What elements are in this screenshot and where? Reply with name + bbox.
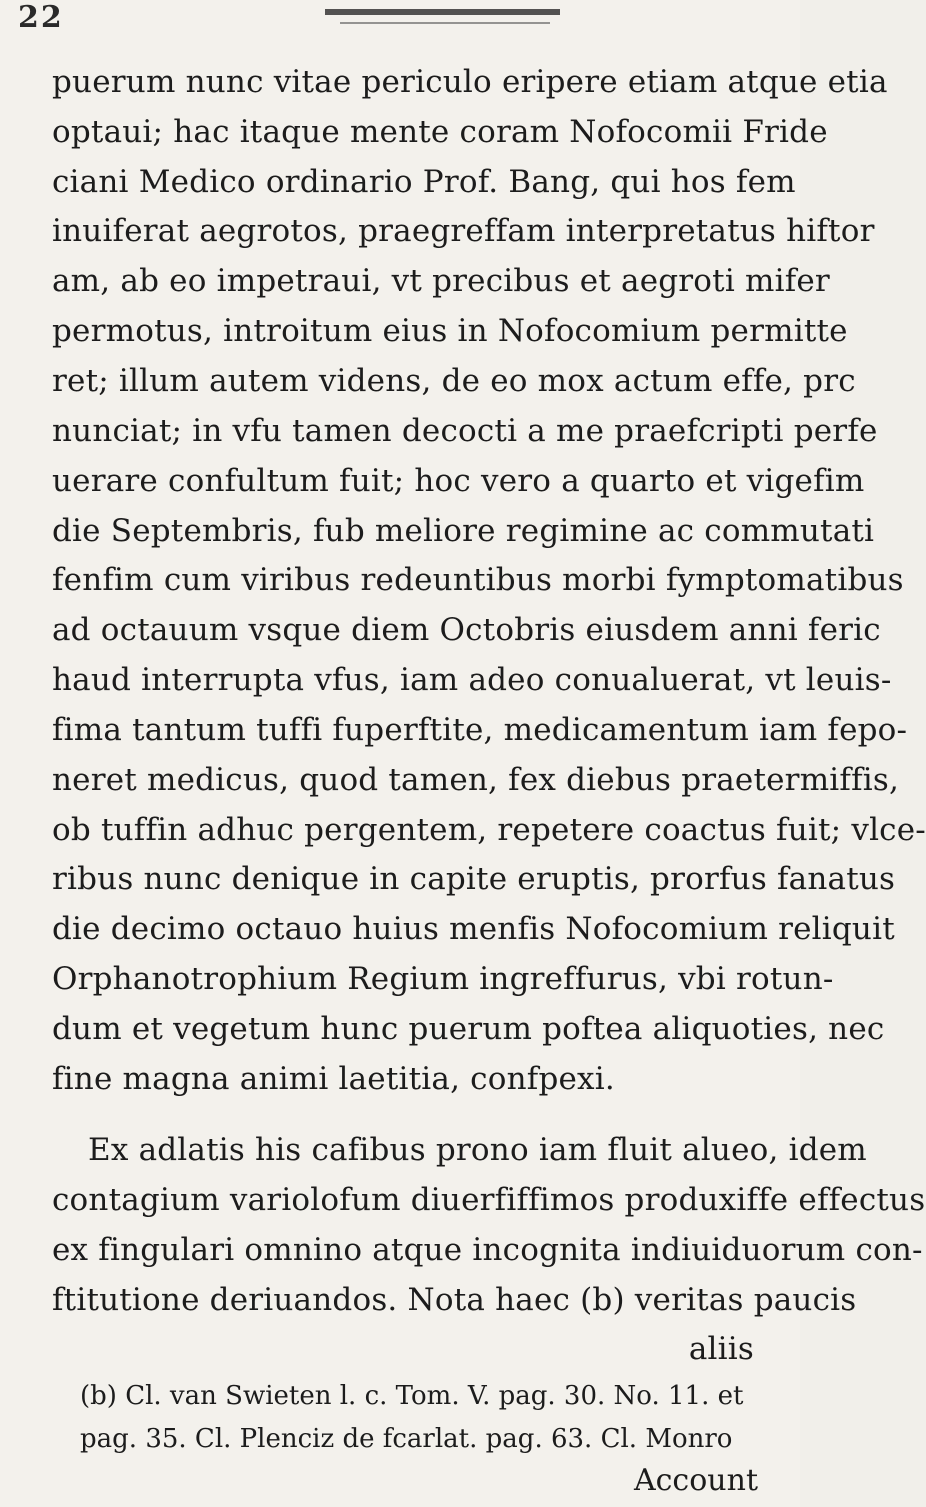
text-line: contagium variolofum diuerfiffimos produxiffe effectus: [52, 1181, 926, 1218]
text-line: fenfim cum viribus redeuntibus morbi fymptomatibus: [52, 562, 904, 599]
paragraph-2: [52, 1126, 926, 1375]
text-line: inuiferat aegrotos, praegreffam interpretatus hiftor: [52, 213, 875, 250]
text-line: haud interrupta vfus, iam adeo conualuerat, vt leuis-: [52, 662, 892, 699]
text-line: nunciat; in vfu tamen decocti a me praefcripti perfe: [52, 412, 878, 449]
text-line: optaui; hac itaque mente coram Nofocomii Fride: [52, 113, 828, 150]
catchword: Account: [633, 1463, 758, 1499]
page-number: 22: [18, 0, 64, 35]
text-line: aliis: [688, 1331, 754, 1368]
text-line: am, ab eo impetraui, vt precibus et aegroti mifer: [52, 263, 830, 300]
text-line: ftitutione deriuandos. Nota haec (b) veritas paucis: [52, 1281, 857, 1318]
text-line: die decimo octauo huius menfis Nofocomium reliquit: [52, 911, 895, 948]
text-line: fima tantum tuffi fuperftite, medicamentum iam fepo-: [52, 711, 908, 748]
footnote-line: pag. 35. Cl. Plenciz de fcarlat. pag. 63. Cl. Monro: [80, 1423, 733, 1454]
text-line: ad octauum vsque diem Octobris eiusdem anni feriс: [52, 612, 881, 649]
header-rule-thin: [340, 22, 550, 24]
header-rule: [325, 9, 560, 15]
text-line: ciani Medico ordinario Prof. Bang, qui hos fem: [52, 163, 796, 200]
text-line: neret medicus, quod tamen, fex diebus praetermiffis,: [52, 761, 900, 798]
footnote-line: (b) Cl. van Swieten l. c. Tom. V. pag. 30. No. 11. et: [80, 1381, 744, 1412]
paragraph-1: [52, 58, 926, 1105]
text-line: ob tuffin adhuc pergentem, repetere coactus fuit; vlce-: [52, 811, 926, 848]
text-line: uerare confultum fuit; hoc vero a quarto et vigefim: [52, 462, 865, 499]
text-line: die Septembris, fub meliore regimine ac commutati: [52, 512, 875, 549]
text-line: dum et vegetum hunc puerum poftea aliquoties, nec: [52, 1010, 885, 1047]
text-line: ex fingulari omnino atque incognita indiuiduorum con-: [52, 1231, 923, 1268]
text-line: puerum nunc vitae periculo eripere etiam atque etia: [52, 63, 888, 100]
text-line: Orphanotrophium Regium ingreffurus, vbi rotun-: [52, 961, 834, 998]
text-line: permotus, introitum eius in Nofocomium permitte: [52, 313, 848, 350]
text-line: ret; illum autem videns, de eo mox actum effe, prc: [52, 363, 856, 399]
text-line: ribus nunc denique in capite eruptis, prorfus fanatus: [52, 861, 896, 898]
text-line: Ex adlatis his cafibus prono iam fluit alueo, idem: [88, 1131, 867, 1168]
footnote: [80, 1375, 800, 1503]
text-line: fine magna animi laetitia, confpexi.: [52, 1060, 615, 1097]
